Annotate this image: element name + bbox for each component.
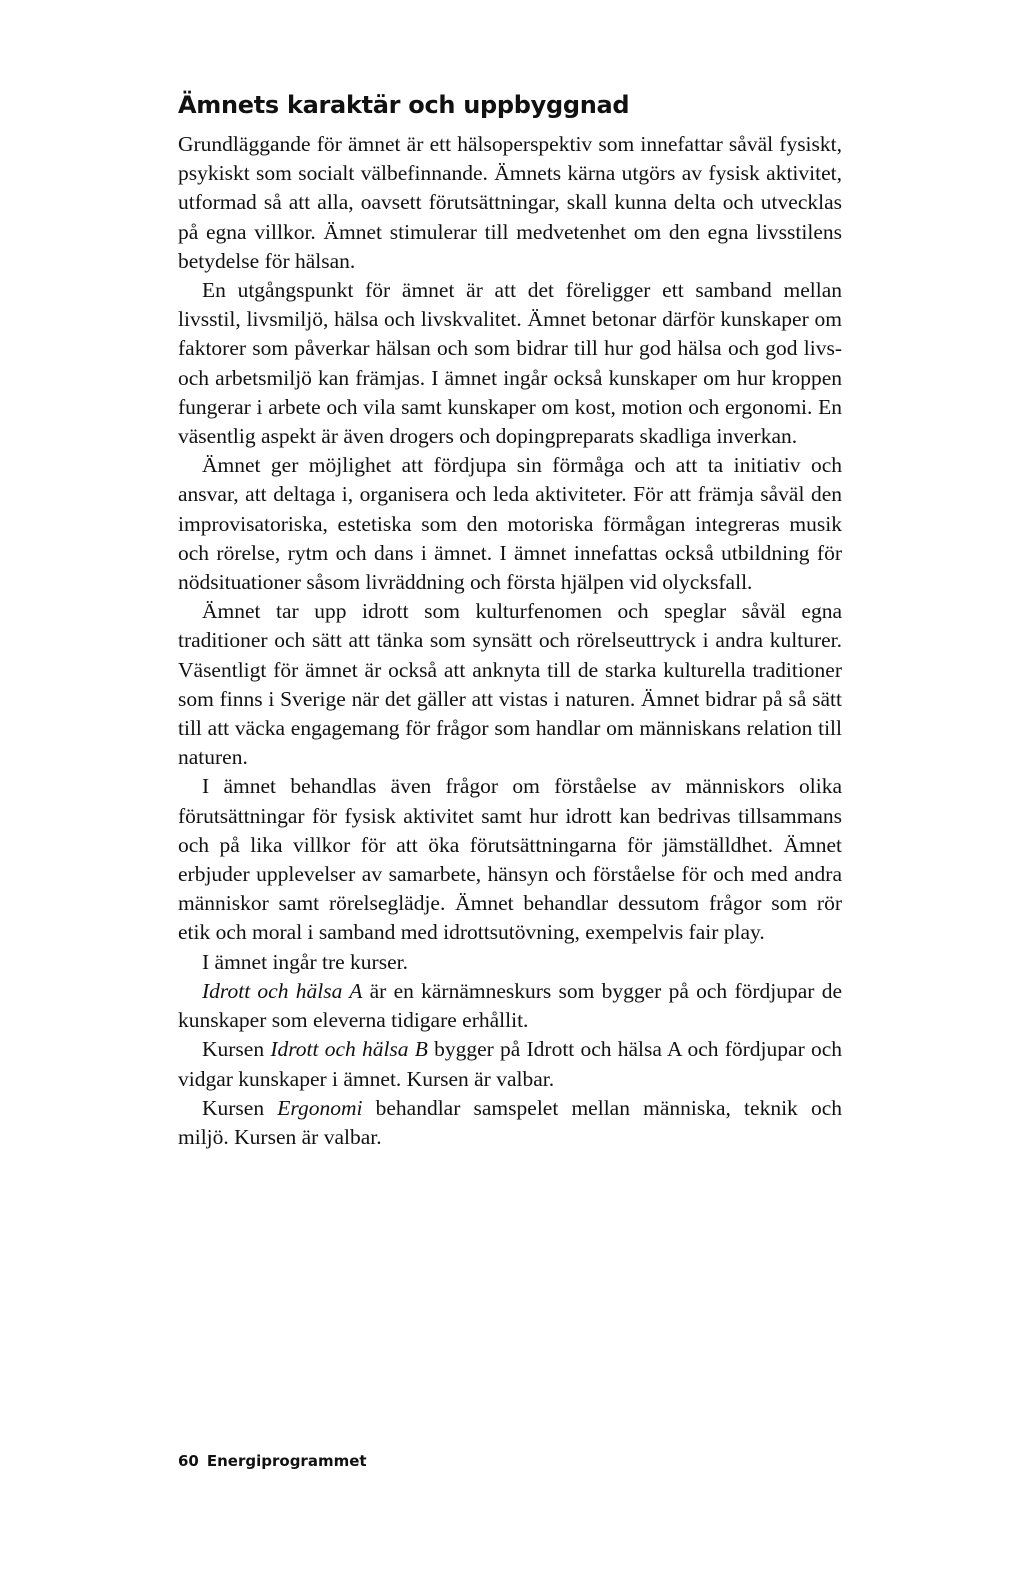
course-ergo-title: Ergonomi [277, 1095, 363, 1120]
body-text [178, 130, 842, 1152]
course-b-title: Idrott och hälsa B [270, 1037, 428, 1062]
paragraph-course-ergonomi [178, 1094, 842, 1152]
course-a-title: Idrott och hälsa A [202, 978, 363, 1003]
section-heading: Ämnets karaktär och uppbyggnad [178, 91, 630, 119]
course-b-prefix: Kursen [202, 1037, 271, 1062]
paragraph-4: Ämnet tar upp idrott som kulturfenomen och speglar såväl egna traditioner och sätt att tänka som synsätt och rörelseuttryck i andra kulturer. Väsentligt för ämnet är också att anknyta till de starka kulturella traditioner som finns i Sverige när det gäller att vistas i naturen. Ämnet bidrar på så sätt till att väcka engagemang för frågor som handlar om människans relation till naturen. [178, 599, 842, 770]
course-ergo-text: behandlar samspelet mellan människa, teknik och miljö. Kursen är valbar. [178, 1095, 842, 1149]
paragraph-1: Grundläggande för ämnet är ett hälsoperspektiv som innefattar såväl fysiskt, psykiskt som socialt välbefinnande. Ämnets kärna utgörs av fysisk aktivitet, utformad så att alla, oavsett förutsättningar, skall kunna delta och utvecklas på egna villkor. Ämnet stimulerar till medvetenhet om den egna livsstilens betydelse för hälsan. [178, 132, 842, 273]
document-page [178, 90, 842, 1152]
course-ergo-prefix: Kursen [202, 1095, 278, 1120]
program-name: Energiprogrammet [206, 1452, 367, 1470]
paragraph-course-b [178, 1035, 842, 1093]
paragraph-3: Ämnet ger möjlighet att fördjupa sin förmåga och att ta initiativ och ansvar, att deltaga i, organisera och leda aktiviteter. För att främja såväl den improvisatoriska, estetiska som den motoriska förmågan integreras musik och rörelse, rytm och dans i ämnet. I ämnet innefattas också utbildning för nödsituationer såsom livräddning och första hjälpen vid olycksfall. [178, 453, 842, 595]
paragraph-5: I ämnet behandlas även frågor om förståelse av människors olika förutsättningar för fysisk aktivitet samt hur idrott kan bedrivas tillsammans och på lika villkor för att öka förutsättningarna för jämställdhet. Ämnet erbjuder upplevelser av samarbete, hänsyn och förståelse för och med andra människor samt rörelseglädje. Ämnet behandlar dessutom frågor som rör etik och moral i samband med idrottsutövning, exempelvis fair play. [178, 774, 842, 945]
page-footer [178, 1452, 367, 1470]
course-a-text: är en kärnämneskurs som bygger på och fördjupar de kunskaper som eleverna tidigare erhållit. [178, 978, 842, 1033]
course-b-text: bygger på Idrott och hälsa A och fördjupar och vidgar kunskaper i ämnet. Kursen är valbar. [178, 1037, 842, 1091]
paragraph-2: En utgångspunkt för ämnet är att det föreligger ett samband mellan livsstil, livsmiljö, hälsa och livskvalitet. Ämnet betonar därför kunskaper om faktorer som påverkar hälsan och som bidrar till hur god hälsa och god livs- och arbetsmiljö kan främjas. I ämnet ingår också kunskaper om hur kroppen fungerar i arbete och vila samt kunskaper om kost, motion och ergonomi. En väsentlig aspekt är även drogers och dopingpreparats skadliga inverkan. [178, 278, 842, 449]
paragraph-6: I ämnet ingår tre kurser. [202, 949, 408, 974]
paragraph-course-a [178, 977, 842, 1035]
page-number: 60 [178, 1452, 199, 1470]
